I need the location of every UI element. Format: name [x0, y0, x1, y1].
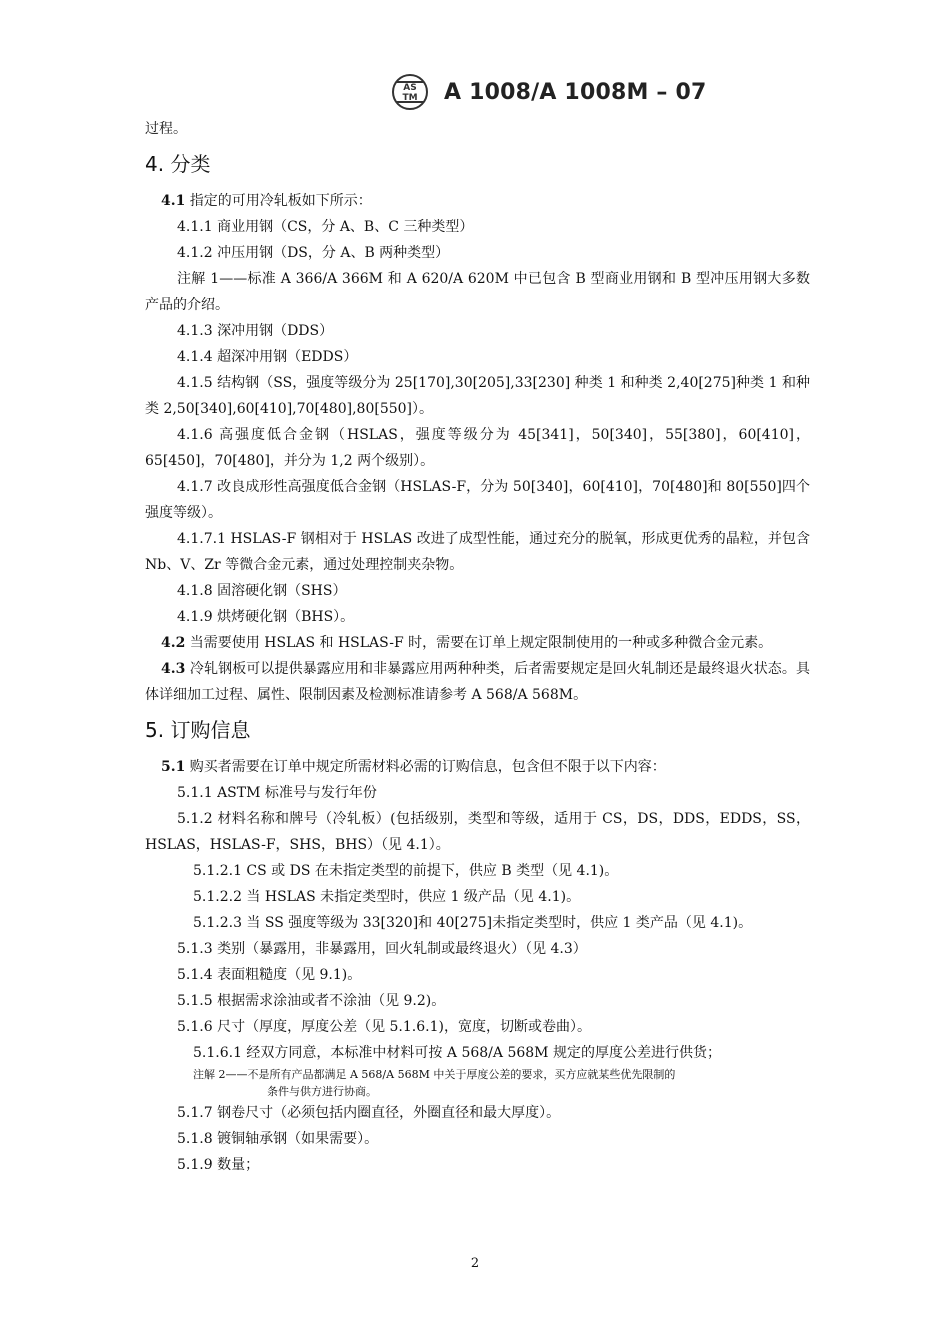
paragraph-4-1-1: 4.1.1 商业用钢（CS，分 A、B、C 三种类型） [177, 219, 474, 235]
paragraph-5-1-8: 5.1.8 镀铜轴承钢（如果需要）。 [177, 1131, 379, 1147]
paragraph-5-1-2: 5.1.2 材料名称和牌号（冷轧板）(包括级别，类型和等级，适用于 CS，DS，DDS，EDDS，SS，HSLAS，HSLAS-F，SHS，BHS）（见 4.1）。 [145, 811, 810, 853]
section-heading-4: 4. 分类 [145, 152, 211, 176]
note-1: 注解 1——标准 A 366/A 366M 和 A 620/A 620M 中已包含 B 型商业用钢和 B 型冲压用钢大多数产品的介绍。 [145, 271, 810, 313]
paragraph-4-1-8: 4.1.8 固溶硬化钢（SHS） [177, 583, 347, 599]
paragraph-4-1-2: 4.1.2 冲压用钢（DS，分 A、B 两种类型） [177, 245, 450, 261]
paragraph-4-1-6: 4.1.6 高强度低合金钢（HSLAS，强度等级分为 45[341]，50[340]，55[380]，60[410]，65[450]，70[480]，并分为 1,2 两个级别）。 [145, 427, 810, 469]
paragraph-4-1-4: 4.1.4 超深冲用钢（EDDS） [177, 349, 358, 365]
paragraph-4-2 [145, 630, 810, 656]
clause-text: 当需要使用 HSLAS 和 HSLAS-F 时，需要在订单上规定限制使用的一种或多种微合金元素。 [185, 635, 773, 651]
paragraph-5-1-5: 5.1.5 根据需求涂油或者不涂油（见 9.2)。 [177, 993, 446, 1009]
clause-text: 指定的可用冷轧板如下所示： [185, 193, 372, 209]
clause-number: 4.1 [161, 193, 186, 209]
paragraph-5-1-2-3: 5.1.2.3 当 SS 强度等级为 33[320]和 40[275]未指定类型时，供应 1 类产品（见 4.1)。 [193, 915, 753, 931]
paragraph-5-1-7: 5.1.7 钢卷尺寸（必须包括内圈直径，外圈直径和最大厚度）。 [177, 1105, 561, 1121]
section-heading-5: 5. 订购信息 [145, 718, 251, 742]
paragraph-4-1-7: 4.1.7 改良成形性高强度低合金钢（HSLAS-F，分为 50[340]，60[410]，70[480]和 80[550]四个强度等级）。 [145, 479, 810, 521]
clause-text: 冷轧钢板可以提供暴露应用和非暴露应用两种种类，后者需要规定是回火轧制还是最终退火状态。具体详细加工过程、属性、限制因素及检测标准请参考 A 568/A 568M。 [145, 661, 810, 703]
clause-number: 4.3 [161, 661, 186, 677]
paragraph-5-1-6: 5.1.6 尺寸（厚度，厚度公差（见 5.1.6.1)，宽度，切断或卷曲）。 [177, 1019, 591, 1035]
note-2-line-2: 条件与供方进行协商。 [267, 1085, 377, 1098]
clause-text: 购买者需要在订单中规定所需材料必需的订购信息，包含但不限于以下内容： [185, 759, 666, 775]
paragraph-4-1 [145, 188, 810, 214]
svg-text:TM: TM [402, 93, 418, 103]
svg-text:AS: AS [403, 83, 417, 93]
paragraph-4-1-7-1: 4.1.7.1 HSLAS-F 钢相对于 HSLAS 改进了成型性能，通过充分的脱氧，形成更优秀的晶粒，并包含 Nb、V、Zr 等微合金元素，通过处理控制夹杂物。 [145, 531, 810, 573]
paragraph-4-1-3: 4.1.3 深冲用钢（DDS） [177, 323, 334, 339]
paragraph-5-1-4: 5.1.4 表面粗糙度（见 9.1)。 [177, 967, 362, 983]
standard-title: A 1008/A 1008M – 07 [444, 79, 707, 105]
paragraph: 过程。 [145, 121, 187, 137]
note-2-line-1: 注解 2——不是所有产品都满足 A 568/A 568M 中关于厚度公差的要求，买方应就某些优先限制的 [193, 1068, 676, 1081]
paragraph-5-1-1: 5.1.1 ASTM 标准号与发行年份 [177, 785, 377, 801]
paragraph-5-1 [145, 754, 810, 780]
astm-logo-icon [384, 72, 436, 112]
document-body [145, 116, 810, 1178]
clause-number: 5.1 [161, 759, 186, 775]
paragraph-5-1-9: 5.1.9 数量； [177, 1157, 260, 1173]
paragraph-5-1-2-2: 5.1.2.2 当 HSLAS 未指定类型时，供应 1 级产品（见 4.1)。 [193, 889, 581, 905]
paragraph-4-1-9: 4.1.9 烘烤硬化钢（BHS）。 [177, 609, 355, 625]
paragraph-4-1-5: 4.1.5 结构钢（SS，强度等级分为 25[170],30[205],33[230] 种类 1 和种类 2,40[275]种类 1 和种类 2,50[340],60[410],70[480],80[550]）。 [145, 375, 810, 417]
paragraph-4-3 [145, 656, 810, 708]
paragraph-5-1-2-1: 5.1.2.1 CS 或 DS 在未指定类型的前提下，供应 B 类型（见 4.1)。 [193, 863, 619, 879]
paragraph-5-1-3: 5.1.3 类别（暴露用，非暴露用，回火轧制或最终退火）（见 4.3） [177, 941, 587, 957]
paragraph-5-1-6-1: 5.1.6.1 经双方同意，本标准中材料可按 A 568/A 568M 规定的厚度公差进行供货； [193, 1045, 721, 1061]
page-number: 2 [470, 1256, 480, 1271]
clause-number: 4.2 [161, 635, 186, 651]
page-header [384, 72, 707, 112]
